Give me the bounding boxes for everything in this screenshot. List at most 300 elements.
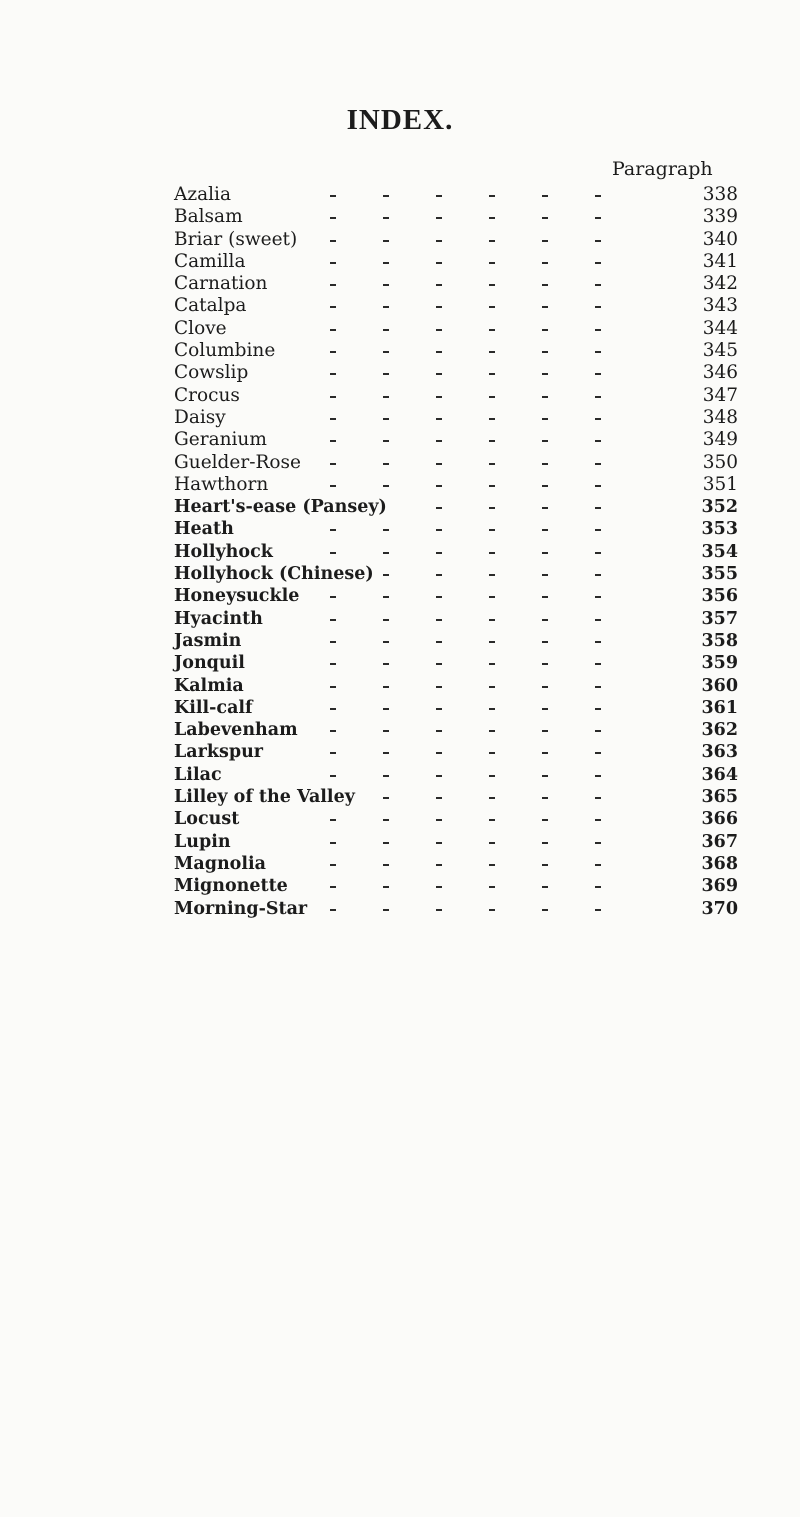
leader-dash xyxy=(595,730,601,732)
leader-dash xyxy=(489,485,495,487)
dot-leaders xyxy=(0,318,800,340)
index-entry xyxy=(0,541,800,563)
entry-paragraph-number: 368 xyxy=(701,853,738,874)
leader-dash xyxy=(595,686,601,688)
leader-dash xyxy=(436,663,442,665)
entry-paragraph-number: 344 xyxy=(702,317,738,339)
leader-dash xyxy=(436,529,442,531)
dot-leaders xyxy=(0,853,800,875)
leader-dash xyxy=(489,619,495,621)
dot-leaders xyxy=(0,273,800,295)
dot-leaders xyxy=(0,385,800,407)
entry-name: Jasmin xyxy=(174,630,242,651)
entry-name: Lupin xyxy=(174,831,231,852)
leader-dash xyxy=(542,574,548,576)
dot-leaders xyxy=(0,808,800,830)
leader-dash xyxy=(489,797,495,799)
leader-dash xyxy=(542,440,548,442)
entry-paragraph-number: 364 xyxy=(701,764,738,785)
leader-dash xyxy=(595,619,601,621)
leader-dash xyxy=(595,886,601,888)
entry-paragraph-number: 347 xyxy=(702,384,738,406)
entry-paragraph-number: 339 xyxy=(702,206,738,228)
entry-name: Lilley of the Valley xyxy=(174,787,355,808)
index-entry xyxy=(0,697,800,719)
entry-name: Larkspur xyxy=(174,742,264,763)
leader-dash xyxy=(595,195,601,197)
entry-name: Labevenham xyxy=(174,720,298,741)
entry-name: Camilla xyxy=(174,250,246,272)
leader-dash xyxy=(330,262,336,264)
leader-dash xyxy=(436,284,442,286)
leader-dash xyxy=(542,217,548,219)
leader-dash xyxy=(542,306,548,308)
entry-name: Daisy xyxy=(174,406,226,428)
leader-dash xyxy=(436,730,442,732)
leader-dash xyxy=(330,240,336,242)
leader-dash xyxy=(383,574,389,576)
leader-dash xyxy=(330,842,336,844)
leader-dash xyxy=(436,641,442,643)
index-entry xyxy=(0,563,800,585)
leader-dash xyxy=(383,217,389,219)
entry-name: Briar (sweet) xyxy=(174,228,298,250)
entry-name: Magnolia xyxy=(174,853,266,874)
leader-dash xyxy=(383,619,389,621)
leader-dash xyxy=(595,797,601,799)
entry-paragraph-number: 362 xyxy=(701,720,738,741)
index-entry xyxy=(0,474,800,496)
leader-dash xyxy=(383,485,389,487)
leader-dash xyxy=(595,574,601,576)
index-entry xyxy=(0,719,800,741)
leader-dash xyxy=(489,552,495,554)
leader-dash xyxy=(542,596,548,598)
entry-paragraph-number: 340 xyxy=(702,228,738,250)
leader-dash xyxy=(330,306,336,308)
leader-dash xyxy=(542,284,548,286)
leader-dash xyxy=(595,864,601,866)
leader-dash xyxy=(383,351,389,353)
leader-dash xyxy=(436,886,442,888)
entry-name: Catalpa xyxy=(174,295,247,317)
leader-dash xyxy=(542,396,548,398)
index-entry xyxy=(0,831,800,853)
leader-dash xyxy=(595,663,601,665)
dot-leaders xyxy=(0,697,800,719)
leader-dash xyxy=(489,686,495,688)
leader-dash xyxy=(436,708,442,710)
leader-dash xyxy=(383,396,389,398)
leader-dash xyxy=(330,708,336,710)
leader-dash xyxy=(489,909,495,911)
index-entry-list xyxy=(0,184,800,920)
leader-dash xyxy=(595,463,601,465)
leader-dash xyxy=(595,909,601,911)
index-entry xyxy=(0,251,800,273)
leader-dash xyxy=(489,663,495,665)
leader-dash xyxy=(436,596,442,598)
leader-dash xyxy=(489,284,495,286)
dot-leaders xyxy=(0,407,800,429)
leader-dash xyxy=(489,886,495,888)
entry-name: Heath xyxy=(174,519,234,540)
leader-dash xyxy=(383,529,389,531)
dot-leaders xyxy=(0,719,800,741)
leader-dash xyxy=(436,418,442,420)
leader-dash xyxy=(595,440,601,442)
leader-dash xyxy=(383,329,389,331)
leader-dash xyxy=(436,463,442,465)
entry-name: Azalia xyxy=(174,184,231,205)
entry-paragraph-number: 363 xyxy=(701,742,738,763)
entry-name: Mignonette xyxy=(174,876,288,897)
dot-leaders xyxy=(0,875,800,897)
leader-dash xyxy=(542,329,548,331)
leader-dash xyxy=(595,708,601,710)
leader-dash xyxy=(436,485,442,487)
leader-dash xyxy=(595,306,601,308)
leader-dash xyxy=(383,752,389,754)
entry-name: Hollyhock (Chinese) xyxy=(174,564,374,585)
leader-dash xyxy=(436,552,442,554)
leader-dash xyxy=(330,686,336,688)
dot-leaders xyxy=(0,362,800,384)
index-entry xyxy=(0,808,800,830)
entry-paragraph-number: 343 xyxy=(702,295,738,317)
leader-dash xyxy=(542,418,548,420)
index-entry xyxy=(0,764,800,786)
leader-dash xyxy=(542,619,548,621)
leader-dash xyxy=(436,864,442,866)
leader-dash xyxy=(489,463,495,465)
leader-dash xyxy=(542,797,548,799)
leader-dash xyxy=(542,819,548,821)
leader-dash xyxy=(436,752,442,754)
entry-paragraph-number: 360 xyxy=(701,675,738,696)
entry-paragraph-number: 358 xyxy=(701,630,738,651)
entry-paragraph-number: 365 xyxy=(701,787,738,808)
leader-dash xyxy=(383,440,389,442)
entry-paragraph-number: 342 xyxy=(702,273,738,295)
leader-dash xyxy=(436,574,442,576)
leader-dash xyxy=(383,864,389,866)
leader-dash xyxy=(383,240,389,242)
dot-leaders xyxy=(0,608,800,630)
leader-dash xyxy=(542,686,548,688)
index-entry xyxy=(0,585,800,607)
leader-dash xyxy=(595,596,601,598)
dot-leaders xyxy=(0,518,800,540)
leader-dash xyxy=(330,886,336,888)
index-entry xyxy=(0,318,800,340)
leader-dash xyxy=(436,373,442,375)
index-entry xyxy=(0,518,800,540)
leader-dash xyxy=(595,373,601,375)
leader-dash xyxy=(383,708,389,710)
leader-dash xyxy=(383,909,389,911)
leader-dash xyxy=(383,262,389,264)
dot-leaders xyxy=(0,652,800,674)
index-entry xyxy=(0,496,800,518)
leader-dash xyxy=(595,819,601,821)
entry-paragraph-number: 346 xyxy=(702,362,738,384)
leader-dash xyxy=(436,217,442,219)
entry-name: Jonquil xyxy=(174,653,245,674)
leader-dash xyxy=(436,819,442,821)
leader-dash xyxy=(330,730,336,732)
index-entry xyxy=(0,229,800,251)
leader-dash xyxy=(595,329,601,331)
dot-leaders xyxy=(0,585,800,607)
leader-dash xyxy=(542,529,548,531)
leader-dash xyxy=(383,306,389,308)
entry-paragraph-number: 351 xyxy=(702,473,738,495)
leader-dash xyxy=(489,440,495,442)
leader-dash xyxy=(489,507,495,509)
dot-leaders xyxy=(0,295,800,317)
entry-paragraph-number: 338 xyxy=(702,184,738,205)
paragraph-column-header: Paragraph xyxy=(612,158,713,180)
dot-leaders xyxy=(0,630,800,652)
entry-paragraph-number: 352 xyxy=(701,497,738,518)
leader-dash xyxy=(330,396,336,398)
dot-leaders xyxy=(0,541,800,563)
leader-dash xyxy=(383,686,389,688)
leader-dash xyxy=(436,306,442,308)
leader-dash xyxy=(595,752,601,754)
entry-paragraph-number: 359 xyxy=(701,653,738,674)
leader-dash xyxy=(595,396,601,398)
leader-dash xyxy=(595,284,601,286)
entry-name: Kalmia xyxy=(174,675,244,696)
leader-dash xyxy=(330,819,336,821)
entry-paragraph-number: 356 xyxy=(701,586,738,607)
dot-leaders xyxy=(0,206,800,228)
dot-leaders xyxy=(0,831,800,853)
entry-name: Hollyhock xyxy=(174,541,273,562)
leader-dash xyxy=(489,708,495,710)
leader-dash xyxy=(595,552,601,554)
leader-dash xyxy=(330,641,336,643)
index-entry xyxy=(0,206,800,228)
leader-dash xyxy=(330,909,336,911)
leader-dash xyxy=(436,329,442,331)
leader-dash xyxy=(595,641,601,643)
leader-dash xyxy=(383,886,389,888)
leader-dash xyxy=(330,195,336,197)
dot-leaders xyxy=(0,496,800,518)
dot-leaders xyxy=(0,229,800,251)
leader-dash xyxy=(383,775,389,777)
leader-dash xyxy=(489,418,495,420)
leader-dash xyxy=(595,418,601,420)
leader-dash xyxy=(542,485,548,487)
leader-dash xyxy=(436,195,442,197)
index-entry xyxy=(0,608,800,630)
leader-dash xyxy=(330,463,336,465)
entry-paragraph-number: 366 xyxy=(701,809,738,830)
entry-name: Columbine xyxy=(174,340,276,362)
index-entry xyxy=(0,295,800,317)
dot-leaders xyxy=(0,786,800,808)
leader-dash xyxy=(383,842,389,844)
leader-dash xyxy=(330,351,336,353)
dot-leaders xyxy=(0,764,800,786)
leader-dash xyxy=(330,529,336,531)
index-entry xyxy=(0,853,800,875)
leader-dash xyxy=(330,596,336,598)
leader-dash xyxy=(489,842,495,844)
leader-dash xyxy=(383,373,389,375)
leader-dash xyxy=(542,752,548,754)
entry-name: Cowslip xyxy=(174,362,249,384)
leader-dash xyxy=(489,373,495,375)
leader-dash xyxy=(383,284,389,286)
leader-dash xyxy=(436,797,442,799)
index-entry xyxy=(0,741,800,763)
leader-dash xyxy=(489,819,495,821)
leader-dash xyxy=(489,262,495,264)
index-entry xyxy=(0,407,800,429)
leader-dash xyxy=(436,619,442,621)
leader-dash xyxy=(542,240,548,242)
leader-dash xyxy=(383,641,389,643)
leader-dash xyxy=(383,596,389,598)
page-title: INDEX. xyxy=(346,104,454,136)
leader-dash xyxy=(330,217,336,219)
entry-paragraph-number: 353 xyxy=(701,519,738,540)
dot-leaders xyxy=(0,741,800,763)
leader-dash xyxy=(489,329,495,331)
entry-paragraph-number: 369 xyxy=(701,876,738,897)
leader-dash xyxy=(330,864,336,866)
leader-dash xyxy=(330,619,336,621)
leader-dash xyxy=(542,730,548,732)
leader-dash xyxy=(489,775,495,777)
leader-dash xyxy=(542,351,548,353)
leader-dash xyxy=(542,909,548,911)
leader-dash xyxy=(330,663,336,665)
dot-leaders xyxy=(0,898,800,920)
leader-dash xyxy=(436,351,442,353)
entry-name: Clove xyxy=(174,317,227,339)
leader-dash xyxy=(595,217,601,219)
entry-name: Locust xyxy=(174,809,240,830)
dot-leaders xyxy=(0,675,800,697)
entry-paragraph-number: 350 xyxy=(702,451,738,473)
leader-dash xyxy=(542,775,548,777)
leader-dash xyxy=(330,440,336,442)
leader-dash xyxy=(489,752,495,754)
leader-dash xyxy=(542,842,548,844)
index-entry xyxy=(0,630,800,652)
entry-name: Hyacinth xyxy=(174,608,263,629)
leader-dash xyxy=(595,240,601,242)
index-entry xyxy=(0,675,800,697)
leader-dash xyxy=(436,686,442,688)
entry-paragraph-number: 361 xyxy=(701,697,738,718)
entry-name: Balsam xyxy=(174,206,243,228)
leader-dash xyxy=(330,329,336,331)
leader-dash xyxy=(489,529,495,531)
leader-dash xyxy=(489,596,495,598)
leader-dash xyxy=(489,195,495,197)
entry-name: Guelder-Rose xyxy=(174,451,301,473)
leader-dash xyxy=(383,797,389,799)
leader-dash xyxy=(330,284,336,286)
leader-dash xyxy=(542,507,548,509)
dot-leaders xyxy=(0,474,800,496)
leader-dash xyxy=(595,507,601,509)
index-entry xyxy=(0,652,800,674)
entry-name: Hawthorn xyxy=(174,473,269,495)
index-entry xyxy=(0,385,800,407)
leader-dash xyxy=(383,730,389,732)
leader-dash xyxy=(542,463,548,465)
leader-dash xyxy=(436,842,442,844)
leader-dash xyxy=(330,418,336,420)
leader-dash xyxy=(489,351,495,353)
entry-name: Geranium xyxy=(174,429,267,451)
entry-name: Heart's-ease (Pansey) xyxy=(174,497,387,518)
entry-paragraph-number: 354 xyxy=(701,541,738,562)
entry-paragraph-number: 357 xyxy=(701,608,738,629)
leader-dash xyxy=(542,641,548,643)
leader-dash xyxy=(542,663,548,665)
entry-paragraph-number: 348 xyxy=(702,406,738,428)
entry-paragraph-number: 341 xyxy=(702,250,738,272)
dot-leaders xyxy=(0,452,800,474)
leader-dash xyxy=(489,217,495,219)
leader-dash xyxy=(542,886,548,888)
leader-dash xyxy=(383,418,389,420)
leader-dash xyxy=(436,440,442,442)
entry-paragraph-number: 349 xyxy=(702,429,738,451)
leader-dash xyxy=(489,306,495,308)
leader-dash xyxy=(383,819,389,821)
leader-dash xyxy=(489,240,495,242)
leader-dash xyxy=(595,775,601,777)
leader-dash xyxy=(489,574,495,576)
index-entry xyxy=(0,875,800,897)
index-entry xyxy=(0,184,800,206)
entry-paragraph-number: 367 xyxy=(701,831,738,852)
leader-dash xyxy=(595,351,601,353)
leader-dash xyxy=(489,396,495,398)
entry-name: Kill-calf xyxy=(174,697,253,718)
leader-dash xyxy=(383,552,389,554)
entry-name: Lilac xyxy=(174,764,222,785)
dot-leaders xyxy=(0,429,800,451)
leader-dash xyxy=(542,262,548,264)
leader-dash xyxy=(436,775,442,777)
index-entry xyxy=(0,273,800,295)
entry-name: Honeysuckle xyxy=(174,586,300,607)
entry-name: Carnation xyxy=(174,273,268,295)
leader-dash xyxy=(383,463,389,465)
dot-leaders xyxy=(0,184,800,206)
leader-dash xyxy=(436,396,442,398)
leader-dash xyxy=(383,195,389,197)
index-entry xyxy=(0,362,800,384)
entry-paragraph-number: 345 xyxy=(702,340,738,362)
index-entry xyxy=(0,452,800,474)
leader-dash xyxy=(436,507,442,509)
leader-dash xyxy=(383,663,389,665)
entry-name: Crocus xyxy=(174,384,240,406)
leader-dash xyxy=(330,775,336,777)
